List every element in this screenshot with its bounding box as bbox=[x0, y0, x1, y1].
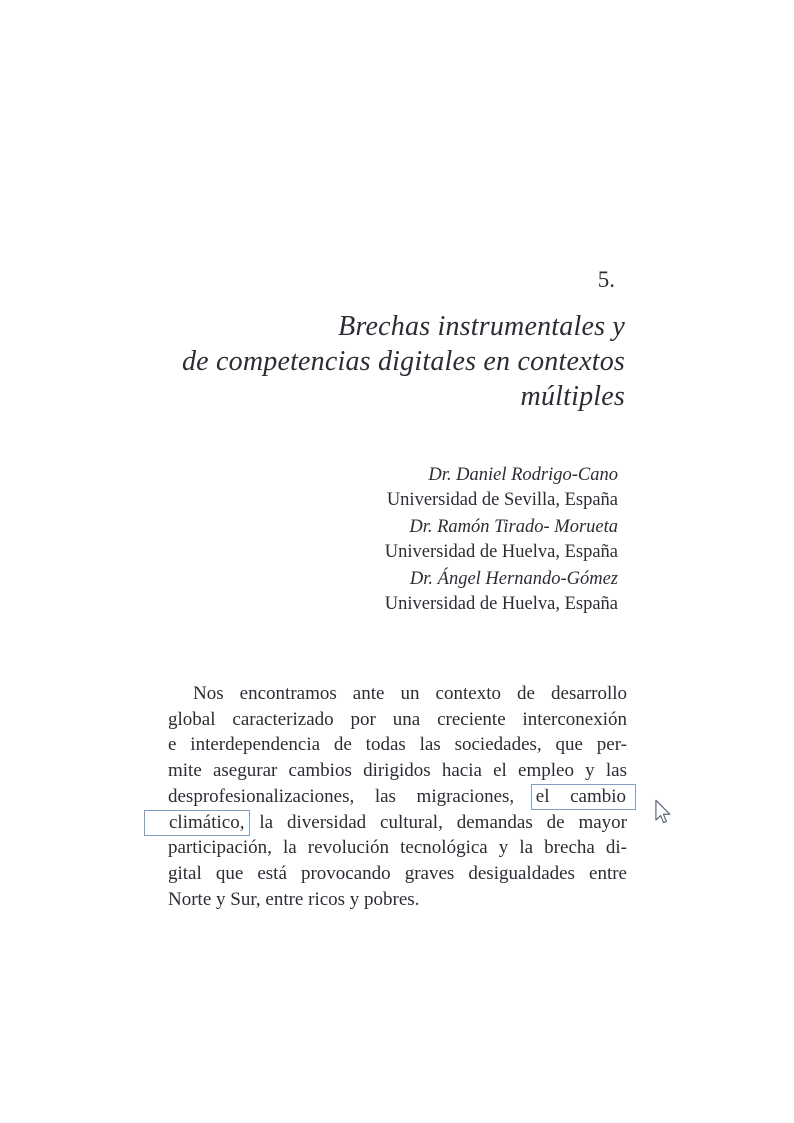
chapter-title-line-1: Brechas instrumentales y bbox=[338, 311, 625, 342]
author-entry bbox=[198, 515, 618, 565]
author-affiliation: Universidad de Huelva, España bbox=[384, 594, 618, 614]
paragraph-line bbox=[168, 810, 627, 836]
paragraph-line bbox=[168, 732, 627, 758]
paragraph-line bbox=[168, 784, 627, 810]
body-paragraph bbox=[168, 681, 627, 912]
author-entry bbox=[198, 463, 618, 513]
paragraph-line bbox=[168, 707, 627, 733]
paragraph-text: Nos encontramos ante un contexto de desarrollo bbox=[193, 683, 627, 704]
chapter-title bbox=[45, 309, 625, 414]
chapter-title-line-2: de competencias digitales en contextos bbox=[181, 346, 625, 377]
paragraph-text: la diversidad cultural, demandas de mayor bbox=[259, 811, 628, 833]
paragraph-text: e interdependencia de todas las sociedades, que per- bbox=[168, 734, 627, 756]
chapter-title-line-3: múltiples bbox=[520, 381, 625, 412]
authors-block bbox=[198, 463, 618, 617]
annotation-box-el-cambio[interactable]: el cambio bbox=[531, 784, 636, 810]
paragraph-line bbox=[168, 758, 627, 784]
author-entry bbox=[198, 567, 618, 617]
author-name: Dr. Daniel Rodrigo-Cano bbox=[428, 465, 618, 485]
annotation-box-climatico[interactable]: climático, bbox=[144, 810, 250, 836]
paragraph-line bbox=[168, 681, 627, 707]
author-affiliation: Universidad de Huelva, España bbox=[384, 542, 618, 562]
author-affiliation: Universidad de Sevilla, España bbox=[386, 490, 618, 510]
chapter-number: 5. bbox=[597, 267, 615, 292]
author-name: Dr. Ramón Tirado- Morueta bbox=[409, 517, 618, 537]
paragraph-text: Norte y Sur, entre ricos y pobres. bbox=[168, 888, 420, 910]
paragraph-text: gital que está provocando graves desigualdades entre bbox=[168, 862, 627, 884]
paragraph-line bbox=[168, 861, 627, 887]
paragraph-line bbox=[168, 835, 627, 861]
paragraph-text: desprofesionalizaciones, las migraciones, bbox=[168, 785, 515, 807]
paragraph-text: participación, la revolución tecnológica y la brecha di- bbox=[168, 837, 627, 859]
author-name: Dr. Ángel Hernando-Gómez bbox=[409, 569, 618, 589]
paragraph-line bbox=[168, 887, 627, 913]
mouse-cursor-icon bbox=[654, 799, 671, 824]
paragraph-text: global caracterizado por una creciente interconexión bbox=[168, 708, 627, 730]
paragraph-text: mite asegurar cambios dirigidos hacia el empleo y las bbox=[168, 760, 627, 782]
